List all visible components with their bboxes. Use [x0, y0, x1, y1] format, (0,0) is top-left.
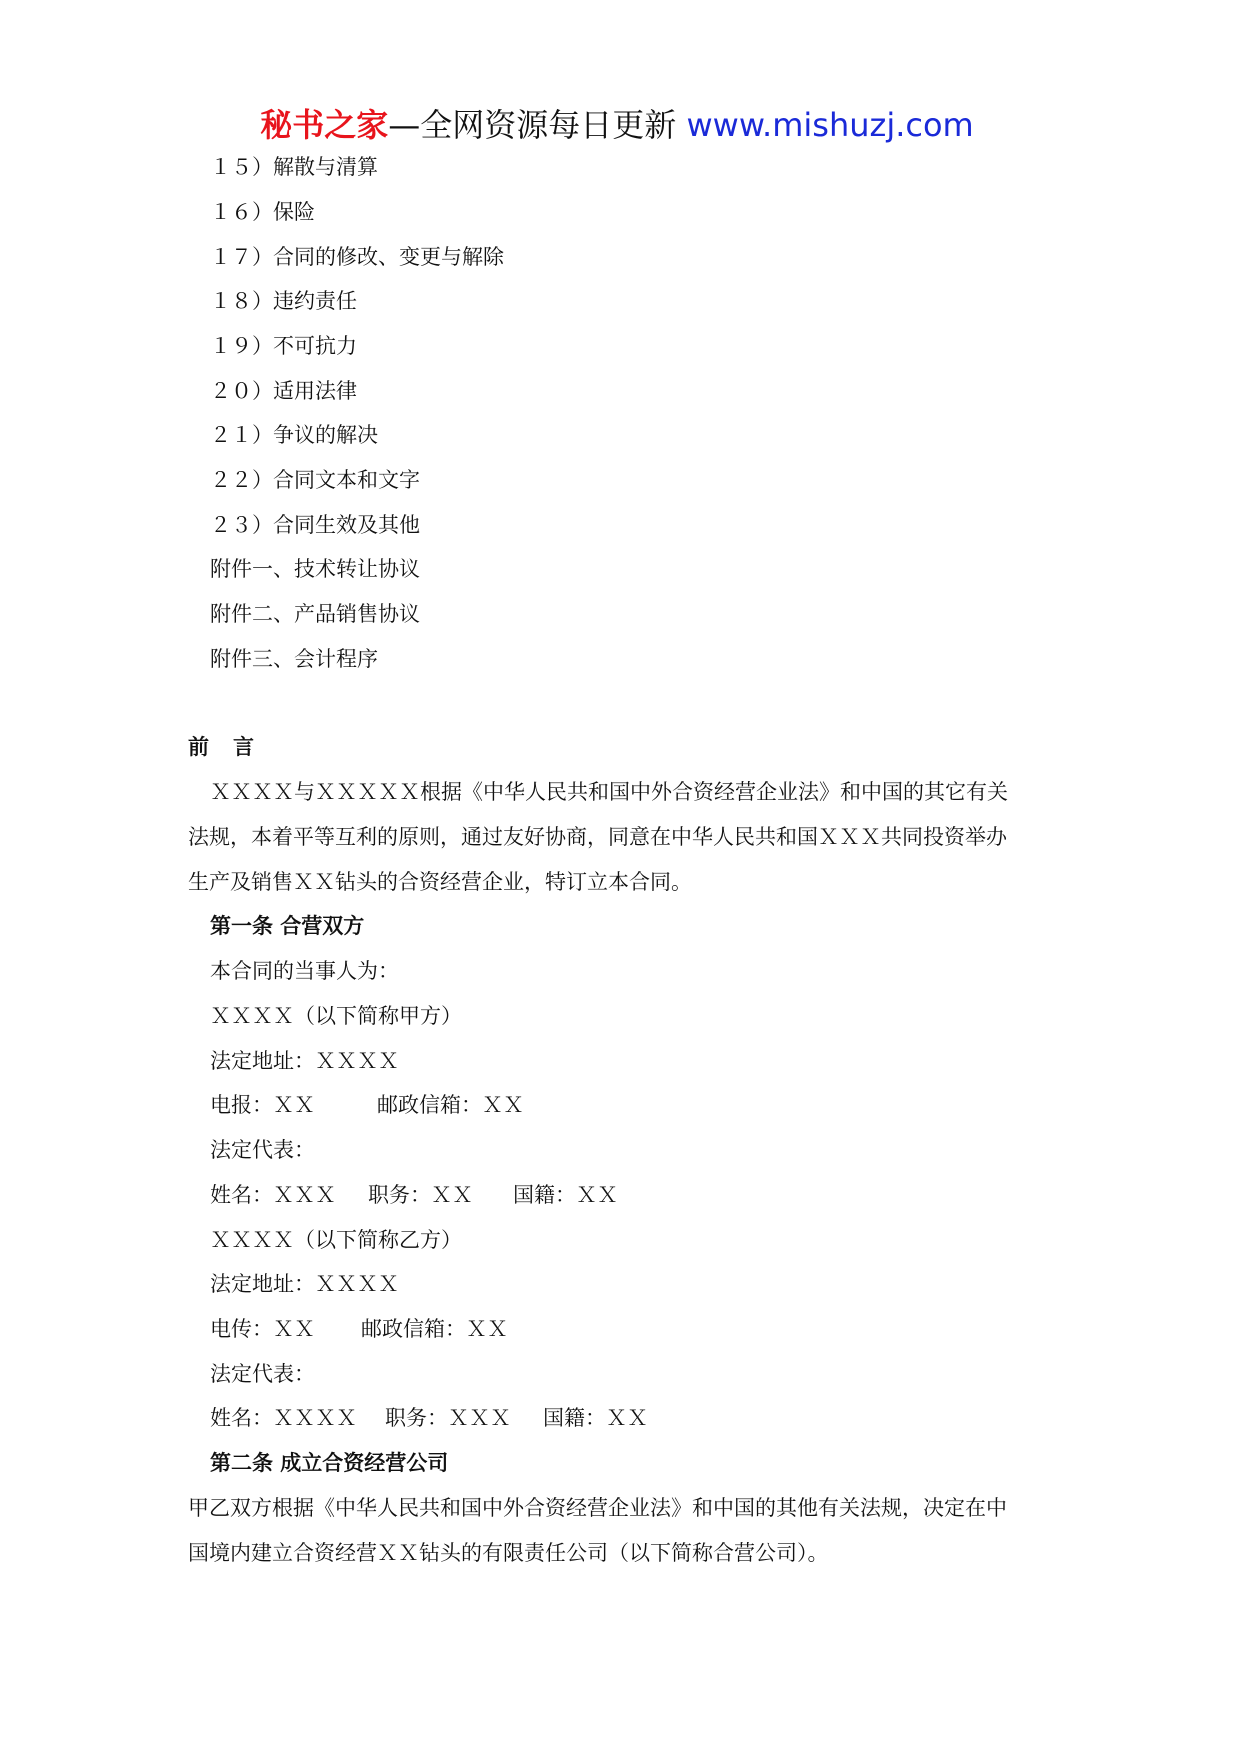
party-a-rep — [210, 1181, 618, 1209]
appendix-item: 附件三、会计程序 — [210, 647, 378, 671]
preface-heading — [188, 733, 254, 761]
preface-paragraph-line: 法规，本着平等互利的原则，通过友好协商，同意在中华人民共和国ＸＸＸ共同投资举办 — [188, 825, 1007, 849]
preface-paragraph-line: 生产及销售ＸＸ钻头的合资经营企业，特订立本合同。 — [188, 870, 692, 894]
party-b-address: 法定地址：ＸＸＸＸ — [210, 1272, 399, 1296]
party-a-rep-label: 法定代表： — [210, 1138, 315, 1162]
party-b-rep-title: 职务：ＸＸＸ — [385, 1406, 511, 1430]
header-brand: 秘书之家 — [260, 106, 389, 144]
party-b-rep — [210, 1404, 648, 1432]
toc-item: １７）合同的修改、变更与解除 — [210, 245, 504, 269]
article1-title: 第一条 合营双方 — [210, 914, 365, 938]
preface-heading-a: 前 — [188, 735, 209, 759]
party-b-rep-label: 法定代表： — [210, 1362, 315, 1386]
appendix-item: 附件一、技术转让协议 — [210, 557, 420, 581]
article2-paragraph-line: 甲乙双方根据《中华人民共和国中外合资经营企业法》和中国的其他有关法规，决定在中 — [188, 1496, 1007, 1520]
party-a-rep-title: 职务：ＸＸ — [368, 1183, 473, 1207]
toc-item: １５）解散与清算 — [210, 155, 378, 179]
party-b-contact — [210, 1315, 508, 1343]
preface-paragraph-line: ＸＸＸＸ与ＸＸＸＸＸ根据《中华人民共和国中外合资经营企业法》和中国的其它有关 — [210, 780, 1008, 804]
toc-item: ２２）合同文本和文字 — [210, 468, 420, 492]
header-tagline: —全网资源每日更新 — [388, 106, 687, 144]
appendix-item: 附件二、产品销售协议 — [210, 602, 420, 626]
party-b-name: ＸＸＸＸ（以下简称乙方） — [210, 1228, 462, 1252]
party-a-rep-nationality: 国籍：ＸＸ — [513, 1183, 618, 1207]
toc-item: ２０）适用法律 — [210, 379, 357, 403]
party-b-fax: 电传：ＸＸ — [210, 1317, 315, 1341]
article1-intro: 本合同的当事人为： — [210, 959, 399, 983]
article2-paragraph-line: 国境内建立合资经营ＸＸ钻头的有限责任公司（以下简称合营公司）。 — [188, 1541, 829, 1565]
party-b-rep-nationality: 国籍：ＸＸ — [543, 1406, 648, 1430]
header-url[interactable]: www.mishuzj.com — [686, 106, 974, 144]
toc-item: ２３）合同生效及其他 — [210, 513, 420, 537]
party-a-telegram: 电报：ＸＸ — [210, 1093, 315, 1117]
toc-item: １６）保险 — [210, 200, 315, 224]
party-a-name: ＸＸＸＸ（以下简称甲方） — [210, 1004, 462, 1028]
party-a-rep-name: 姓名：ＸＸＸ — [210, 1183, 336, 1207]
party-a-contact — [210, 1091, 524, 1119]
toc-item: １９）不可抗力 — [210, 334, 357, 358]
preface-heading-b: 言 — [233, 735, 254, 759]
page-header — [0, 100, 1234, 146]
article2-title: 第二条 成立合资经营公司 — [210, 1451, 449, 1475]
toc-item: ２１）争议的解决 — [210, 423, 378, 447]
party-a-mailbox: 邮政信箱：ＸＸ — [377, 1093, 524, 1117]
party-a-address: 法定地址：ＸＸＸＸ — [210, 1049, 399, 1073]
party-b-rep-name: 姓名：ＸＸＸＸ — [210, 1406, 357, 1430]
toc-item: １８）违约责任 — [210, 289, 357, 313]
party-b-mailbox: 邮政信箱：ＸＸ — [361, 1317, 508, 1341]
